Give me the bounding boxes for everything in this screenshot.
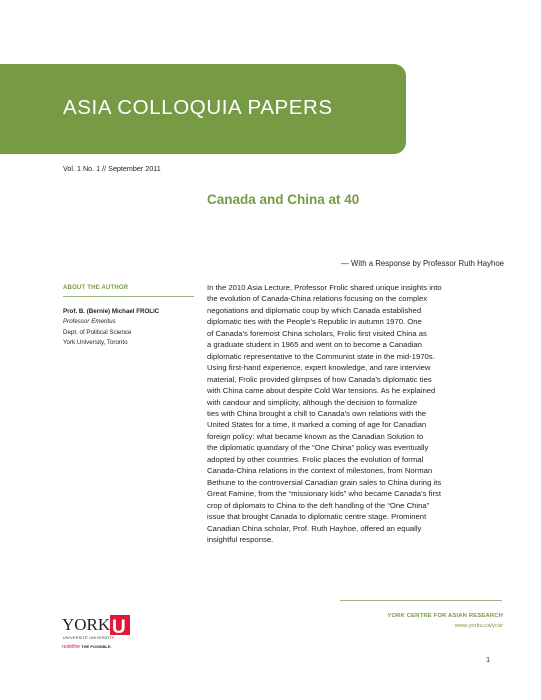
abstract-line: a graduate student in 1965 and went on to become a Canadian — [207, 340, 422, 350]
abstract-line: Great Famine, from the “missionary kids” who became Canada’s first — [207, 489, 441, 499]
abstract-line: ties with China brought a chill to Canada’s own relations with the — [207, 408, 427, 418]
author-institution: York University, Toronto — [63, 339, 128, 347]
author-role — [63, 317, 203, 327]
abstract-line: Canada-China relations in the context of milestones, from Norman — [207, 466, 433, 476]
research-centre-url[interactable]: www.yorku.ca/ycar — [454, 623, 503, 629]
logo-tagline-redefine: redefine — [62, 644, 81, 650]
abstract-line: with China came about despite Cold War tensions. As he explained — [207, 386, 436, 396]
response-line: — With a Response by Professor Ruth Hayhoe — [341, 259, 504, 268]
abstract-line: Canadian China scholar, Prof. Ruth Hayhoe, offered an equally — [207, 523, 422, 533]
abstract-line: Using first-hand experience, expert knowledge, and rare interview — [207, 363, 431, 373]
abstract-line: Bethune to the controversial Canadian grain sales to China during its — [207, 477, 442, 487]
article-title: Canada and China at 40 — [207, 192, 360, 207]
abstract-line: diplomatic representative to the Communist state in the mid-1970s. — [207, 351, 435, 361]
about-author-divider — [63, 296, 194, 297]
series-title: ASIA COLLOQUIA PAPERS — [63, 96, 333, 119]
abstract-line: with candour and simplicity, although the decision to formalize — [207, 397, 418, 407]
logo-tagline-rest: THE POSSIBLE. — [80, 644, 112, 649]
abstract-line: the evolution of Canada-China relations focusing on the complex — [207, 294, 428, 304]
abstract-line: of Canada’s foremost China scholars, Frolic first visited China as — [207, 328, 427, 338]
research-centre-name: YORK CENTRE FOR ASIAN RESEARCH — [387, 613, 503, 619]
abstract-line: material, Frolic provided glimpses of how Canada’s diplomatic ties — [207, 374, 432, 384]
abstract-line: In the 2010 Asia Lecture, Professor Frolic shared unique insights into — [207, 283, 442, 292]
abstract-text — [207, 282, 499, 545]
logo-subtitle: UNIVERSITÉ UNIVERSITY — [63, 636, 115, 640]
york-university-logo — [62, 614, 142, 652]
abstract-line: negotiations and diplomatic coup by which Canada established — [207, 305, 422, 315]
abstract-line: diplomatic ties with the People’s Republic in autumn 1970. One — [207, 317, 422, 327]
logo-letter: U — [112, 617, 126, 638]
footer-divider — [340, 600, 502, 601]
about-author-heading: ABOUT THE AUTHOR — [63, 285, 129, 291]
abstract-line: the diplomatic quandary of the “One China” policy was eventually — [207, 443, 429, 453]
volume-info: Vol. 1 No. 1 // September 2011 — [63, 164, 161, 173]
author-role-prefix: Professor — [63, 318, 92, 326]
author-role-emph: Emeritus — [91, 318, 116, 326]
logo-tagline — [62, 644, 112, 650]
author-name: Prof. B. (Bernie) Michael FROLIC — [63, 308, 160, 315]
author-info — [63, 307, 203, 349]
abstract-line: adopted by other countries. Frolic places the evolution of formal — [207, 454, 424, 464]
logo-word: YORK — [62, 615, 111, 634]
abstract-line: crop of diplomats to China to the deft handling of the “One China” — [207, 500, 430, 510]
author-department: Dept. of Political Science — [63, 328, 132, 336]
abstract-line: foreign policy: what became known as the Canadian Solution to — [207, 431, 424, 441]
abstract-line: insightful response. — [207, 534, 274, 544]
abstract-line: United States for a time, it marked a coming of age for Canadian — [207, 420, 427, 430]
page-number: 1 — [486, 657, 490, 664]
abstract-line: issue that brought Canada to diplomatic centre stage. Prominent — [207, 512, 427, 522]
